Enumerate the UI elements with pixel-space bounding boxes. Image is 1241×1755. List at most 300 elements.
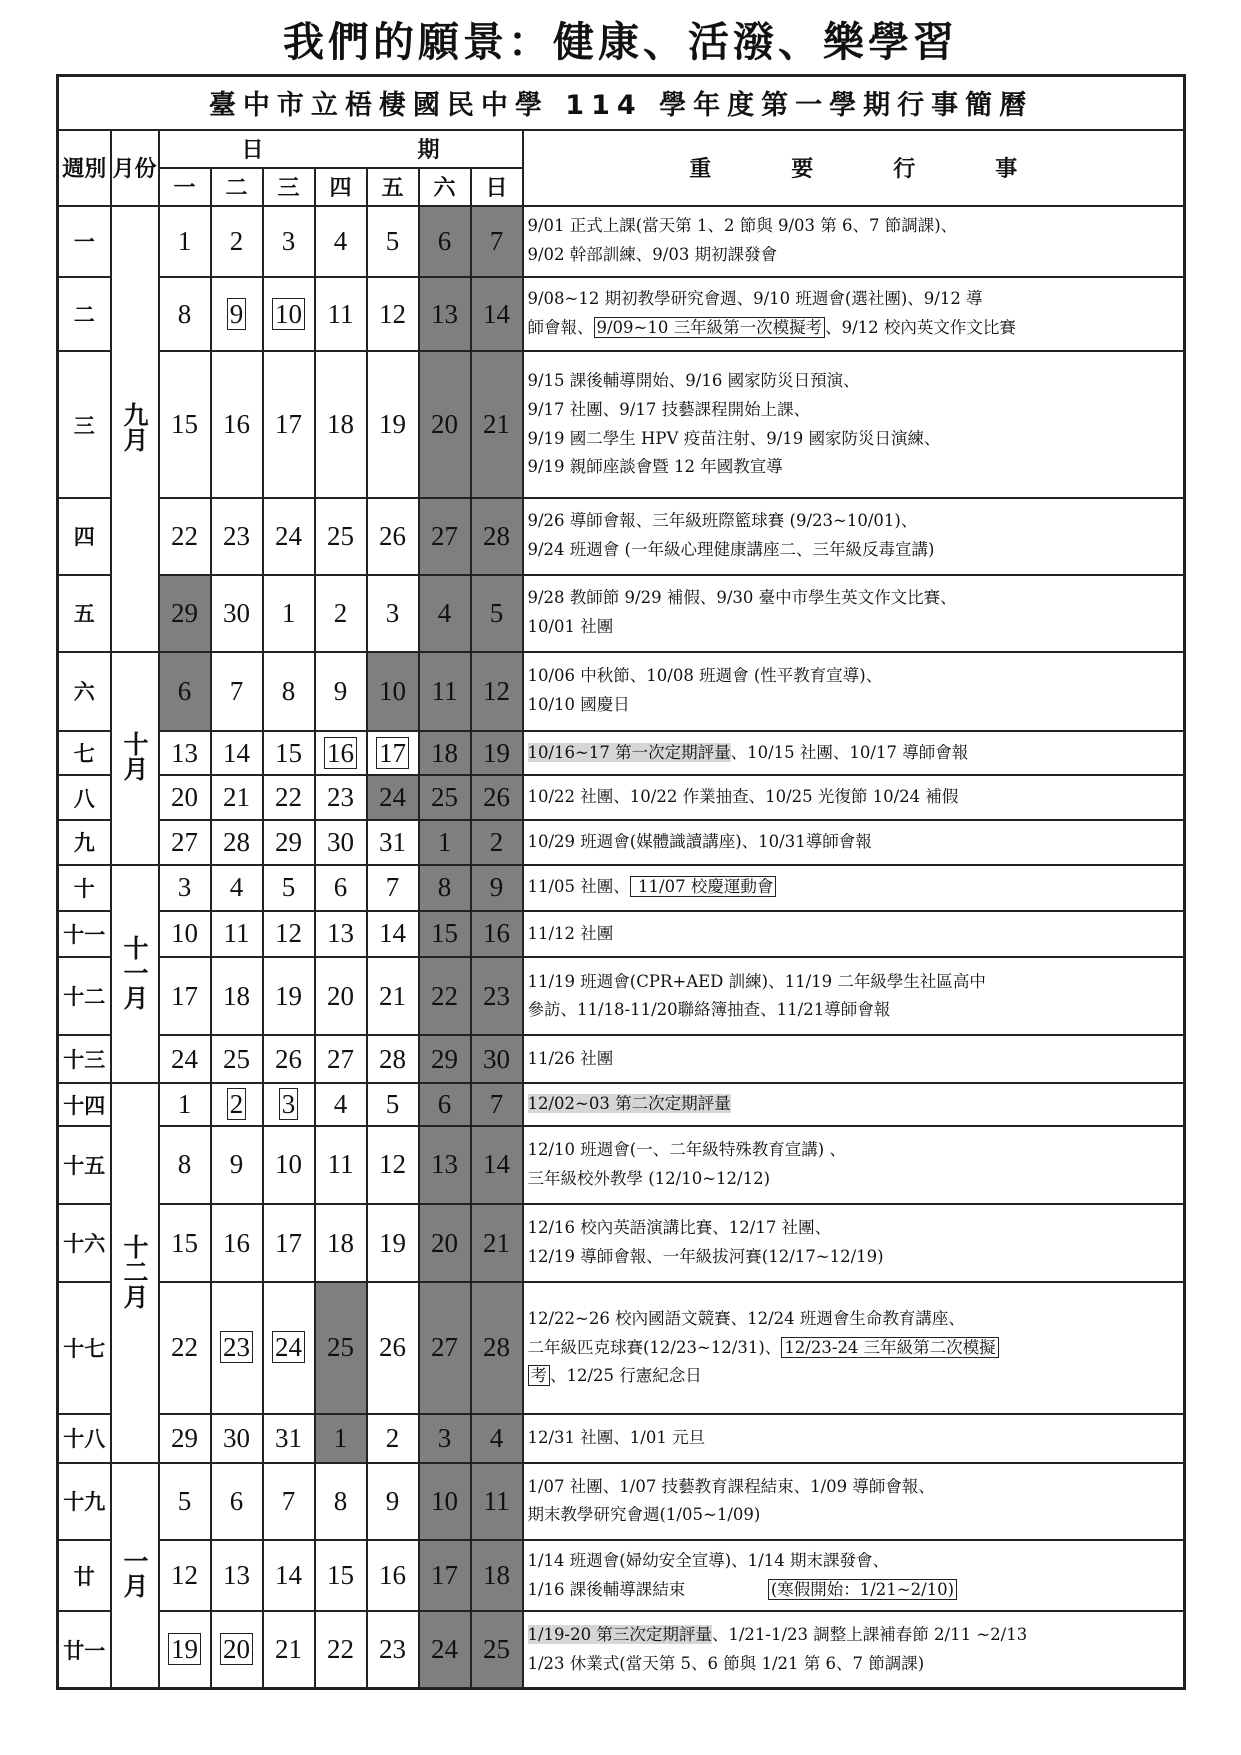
event-line xyxy=(528,1650,1180,1679)
date-cell: 6 xyxy=(315,865,367,911)
boxed-event: (寒假開始：1/21~2/10) xyxy=(768,1579,957,1600)
date-cell: 30 xyxy=(315,820,367,865)
event-text: 9/17 社團、9/17 技藝課程開始上課、 xyxy=(527,399,811,419)
date-cell: 2 xyxy=(211,206,263,277)
date-cell xyxy=(263,277,315,352)
event-cell xyxy=(523,957,1185,1035)
date-column-header: 日 期 xyxy=(159,130,523,168)
date-cell: 9 xyxy=(211,1126,263,1204)
date-cell: 15 xyxy=(263,731,315,776)
week-row xyxy=(58,1282,1185,1414)
date-cell: 12 xyxy=(263,911,315,958)
date-cell: 28 xyxy=(471,498,523,575)
week-row xyxy=(58,206,1185,277)
date-cell xyxy=(263,1083,315,1125)
week-row xyxy=(58,1611,1185,1688)
week-number: 三 xyxy=(58,351,111,497)
date-cell xyxy=(263,1282,315,1414)
date-cell: 24 xyxy=(367,775,419,820)
weekday-header-2: 三 xyxy=(263,168,315,206)
exam-date-marker: 9 xyxy=(227,298,247,330)
week-row xyxy=(58,575,1185,652)
date-cell: 15 xyxy=(159,1204,211,1282)
date-cell: 13 xyxy=(419,277,471,352)
week-number: 九 xyxy=(58,820,111,865)
week-row xyxy=(58,820,1185,865)
event-text: 9/19 國二學生 HPV 疫苗注射、9/19 國家防災日演練、 xyxy=(527,428,941,448)
event-line xyxy=(528,536,1180,565)
event-line xyxy=(528,1473,1180,1502)
date-cell: 10 xyxy=(159,911,211,958)
date-cell: 16 xyxy=(471,911,523,958)
month-label xyxy=(111,206,159,652)
event-text: 、9/12 校內英文作文比賽 xyxy=(825,318,1016,338)
event-line xyxy=(528,396,1180,425)
date-cell xyxy=(367,731,419,776)
week-row xyxy=(58,498,1185,575)
date-cell: 25 xyxy=(419,775,471,820)
week-number: 廿 xyxy=(58,1540,111,1611)
event-cell xyxy=(523,865,1185,911)
date-cell: 10 xyxy=(367,652,419,731)
date-cell: 5 xyxy=(471,575,523,652)
event-text: 9/19 親師座談會暨 12 年國教宣導 xyxy=(527,457,783,477)
date-cell: 27 xyxy=(419,498,471,575)
event-cell xyxy=(523,498,1185,575)
event-line xyxy=(528,873,1180,902)
month-label xyxy=(111,652,159,865)
date-cell: 18 xyxy=(211,957,263,1035)
date-cell: 30 xyxy=(211,575,263,652)
date-cell: 29 xyxy=(159,1414,211,1463)
date-cell: 20 xyxy=(419,351,471,497)
event-cell xyxy=(523,1414,1185,1463)
event-text: 11/05 社團、 xyxy=(527,877,630,897)
week-row xyxy=(58,1035,1185,1083)
date-cell: 1 xyxy=(159,1083,211,1125)
event-line xyxy=(528,662,1180,691)
date-cell: 17 xyxy=(159,957,211,1035)
date-cell: 16 xyxy=(367,1540,419,1611)
week-number: 十三 xyxy=(58,1035,111,1083)
week-row xyxy=(58,775,1185,820)
week-column-header: 週別 xyxy=(58,130,111,206)
date-cell: 11 xyxy=(211,911,263,958)
date-cell: 13 xyxy=(211,1540,263,1611)
event-text: 、10/15 社團、10/17 導師會報 xyxy=(730,742,969,762)
date-cell xyxy=(159,1611,211,1688)
date-cell: 18 xyxy=(419,731,471,776)
event-line xyxy=(528,1165,1180,1194)
date-cell: 18 xyxy=(315,351,367,497)
date-cell: 20 xyxy=(419,1204,471,1282)
weekday-header-5: 六 xyxy=(419,168,471,206)
event-text: 10/29 班週會(媒體識讀講座)、10/31導師會報 xyxy=(527,832,872,851)
date-cell: 9 xyxy=(471,865,523,911)
date-cell: 5 xyxy=(263,865,315,911)
event-line xyxy=(528,425,1180,454)
event-text: 9/24 班週會 (一年級心理健康講座二、三年級反毒宣講) xyxy=(527,540,935,560)
date-cell: 12 xyxy=(367,1126,419,1204)
date-cell: 1 xyxy=(419,820,471,865)
date-cell: 27 xyxy=(159,820,211,865)
date-cell: 25 xyxy=(211,1035,263,1083)
date-cell: 4 xyxy=(211,865,263,911)
date-cell: 8 xyxy=(263,652,315,731)
event-line xyxy=(528,584,1180,613)
event-cell xyxy=(523,1035,1185,1083)
date-cell: 12 xyxy=(367,277,419,352)
event-line xyxy=(528,367,1180,396)
event-text: 12/19 導師會報、一年級拔河賽(12/17~12/19) xyxy=(527,1247,884,1267)
date-cell: 6 xyxy=(419,1083,471,1125)
exam-highlight: 1/19-20 第三次定期評量 xyxy=(527,1624,712,1644)
date-cell: 8 xyxy=(159,1126,211,1204)
date-cell: 4 xyxy=(315,1083,367,1125)
event-text: 12/31 社團、1/01 元旦 xyxy=(527,1427,706,1447)
date-cell: 31 xyxy=(263,1414,315,1463)
event-text: 9/15 課後輔導開始、9/16 國家防災日預演、 xyxy=(527,370,860,390)
date-cell: 26 xyxy=(263,1035,315,1083)
event-cell xyxy=(523,652,1185,731)
date-cell: 23 xyxy=(471,957,523,1035)
week-number: 五 xyxy=(58,575,111,652)
event-text: 9/28 教師節 9/29 補假、9/30 臺中市學生英文作文比賽、 xyxy=(527,588,957,608)
date-cell: 8 xyxy=(419,865,471,911)
exam-date-marker: 3 xyxy=(279,1088,299,1120)
week-row xyxy=(58,1083,1185,1125)
event-line xyxy=(528,1305,1180,1334)
event-text: 12/16 校內英語演講比賽、12/17 社團、 xyxy=(527,1218,832,1238)
weekday-header-6: 日 xyxy=(471,168,523,206)
event-line xyxy=(528,1621,1180,1650)
date-cell: 29 xyxy=(419,1035,471,1083)
date-cell: 29 xyxy=(263,820,315,865)
date-cell: 7 xyxy=(263,1463,315,1540)
date-cell: 19 xyxy=(367,351,419,497)
event-line xyxy=(528,453,1180,482)
date-cell: 22 xyxy=(159,498,211,575)
event-cell xyxy=(523,1083,1185,1125)
exam-date-marker: 16 xyxy=(324,737,357,769)
date-cell: 21 xyxy=(263,1611,315,1688)
exam-date-marker: 10 xyxy=(272,298,305,330)
event-text: 10/06 中秋節、10/08 班週會 (性平教育宣導)、 xyxy=(527,666,883,686)
slogan-title: 我們的願景：健康、活潑、樂學習 xyxy=(283,18,958,66)
event-text: 9/08~12 期初教學研究會週、9/10 班週會(選社團)、9/12 導 xyxy=(527,289,983,309)
date-cell: 5 xyxy=(367,206,419,277)
date-cell: 2 xyxy=(471,820,523,865)
event-text: 11/19 班週會(CPR+AED 訓練)、11/19 二年級學生社區高中 xyxy=(527,971,986,991)
date-cell: 12 xyxy=(159,1540,211,1611)
week-number: 十 xyxy=(58,865,111,911)
week-row xyxy=(58,911,1185,958)
event-cell xyxy=(523,351,1185,497)
date-cell: 5 xyxy=(367,1083,419,1125)
week-row xyxy=(58,731,1185,776)
date-cell: 17 xyxy=(263,351,315,497)
date-cell: 27 xyxy=(419,1282,471,1414)
date-cell: 1 xyxy=(315,1414,367,1463)
event-cell xyxy=(523,731,1185,776)
week-number: 六 xyxy=(58,652,111,731)
date-cell: 23 xyxy=(367,1611,419,1688)
date-cell: 16 xyxy=(211,351,263,497)
week-number: 十二 xyxy=(58,957,111,1035)
month-label-text: 一月 xyxy=(120,1548,149,1599)
week-number: 十九 xyxy=(58,1463,111,1540)
event-line xyxy=(528,996,1180,1025)
event-line xyxy=(528,613,1180,642)
event-line xyxy=(528,507,1180,536)
event-cell xyxy=(523,1126,1185,1204)
event-text: 10/22 社團、10/22 作業抽查、10/25 光復節 10/24 補假 xyxy=(527,787,959,807)
month-label-text: 十月 xyxy=(120,731,149,782)
events-column-header: 重要行事 xyxy=(523,130,1185,206)
event-line xyxy=(528,1136,1180,1165)
week-row xyxy=(58,1463,1185,1540)
event-cell xyxy=(523,820,1185,865)
weekday-header-1: 二 xyxy=(211,168,263,206)
event-cell xyxy=(523,206,1185,277)
event-text: 1/23 休業式(當天第 5、6 節與 1/21 第 6、7 節調課) xyxy=(527,1653,925,1673)
event-line xyxy=(528,1576,1180,1605)
week-number: 十六 xyxy=(58,1204,111,1282)
date-cell: 18 xyxy=(315,1204,367,1282)
week-number: 一 xyxy=(58,206,111,277)
date-cell: 14 xyxy=(471,277,523,352)
date-cell: 14 xyxy=(263,1540,315,1611)
date-cell: 28 xyxy=(211,820,263,865)
date-cell: 7 xyxy=(367,865,419,911)
date-cell: 13 xyxy=(419,1126,471,1204)
month-label-text: 十一月 xyxy=(120,934,149,1010)
exam-highlight: 10/16~17 第一次定期評量 xyxy=(527,742,731,762)
date-cell: 6 xyxy=(211,1463,263,1540)
event-line xyxy=(528,285,1180,314)
event-text: 二年級匹克球賽(12/23~12/31)、 xyxy=(527,1337,782,1357)
week-row xyxy=(58,957,1185,1035)
event-cell xyxy=(523,775,1185,820)
event-text: 11/12 社團 xyxy=(527,923,614,943)
event-line xyxy=(528,1045,1180,1074)
event-line xyxy=(528,1424,1180,1453)
event-line xyxy=(528,1362,1180,1391)
week-number: 十五 xyxy=(58,1126,111,1204)
event-text: 9/01 正式上課(當天第 1、2 節與 9/03 第 6、7 節調課)、 xyxy=(527,216,958,236)
week-number: 十一 xyxy=(58,911,111,958)
week-number: 四 xyxy=(58,498,111,575)
boxed-event: 9/09~10 三年級第一次模擬考 xyxy=(594,317,826,338)
date-cell: 27 xyxy=(315,1035,367,1083)
date-cell: 3 xyxy=(159,865,211,911)
event-line xyxy=(528,920,1180,949)
date-cell: 21 xyxy=(471,1204,523,1282)
event-cell xyxy=(523,911,1185,958)
date-cell: 22 xyxy=(263,775,315,820)
date-cell: 7 xyxy=(471,206,523,277)
event-text: 參訪、11/18-11/20聯絡簿抽查、11/21導師會報 xyxy=(527,1000,891,1020)
date-cell: 22 xyxy=(315,1611,367,1688)
date-cell: 2 xyxy=(367,1414,419,1463)
event-text: 10/10 國慶日 xyxy=(527,695,630,715)
week-row xyxy=(58,277,1185,352)
date-cell xyxy=(211,1282,263,1414)
weekday-header-4: 五 xyxy=(367,168,419,206)
event-text: 、12/25 行憲紀念日 xyxy=(550,1366,702,1386)
date-cell: 25 xyxy=(315,1282,367,1414)
date-cell: 16 xyxy=(211,1204,263,1282)
date-cell: 3 xyxy=(419,1414,471,1463)
month-label-text: 十二月 xyxy=(120,1233,149,1309)
event-text: 1/07 社團、1/07 技藝教育課程結束、1/09 導師會報、 xyxy=(527,1476,935,1496)
event-text: 11/26 社團 xyxy=(527,1049,614,1069)
date-cell: 11 xyxy=(471,1463,523,1540)
event-line xyxy=(528,212,1180,241)
date-cell: 30 xyxy=(471,1035,523,1083)
exam-date-marker: 20 xyxy=(220,1633,253,1665)
date-cell: 15 xyxy=(315,1540,367,1611)
date-cell: 1 xyxy=(159,206,211,277)
date-cell: 28 xyxy=(471,1282,523,1414)
date-cell: 24 xyxy=(263,498,315,575)
date-cell: 22 xyxy=(419,957,471,1035)
week-row xyxy=(58,1540,1185,1611)
date-cell: 19 xyxy=(263,957,315,1035)
week-number: 廿一 xyxy=(58,1611,111,1688)
week-number: 八 xyxy=(58,775,111,820)
event-line xyxy=(528,1214,1180,1243)
date-cell: 14 xyxy=(211,731,263,776)
event-line xyxy=(528,241,1180,270)
event-text: 1/16 課後輔導課結束 xyxy=(527,1579,768,1599)
exam-date-marker: 19 xyxy=(168,1633,201,1665)
week-row xyxy=(58,1204,1185,1282)
month-column-header: 月份 xyxy=(111,130,159,206)
date-cell: 11 xyxy=(315,1126,367,1204)
date-cell: 1 xyxy=(263,575,315,652)
date-cell: 22 xyxy=(159,1282,211,1414)
week-row xyxy=(58,1126,1185,1204)
week-number: 十七 xyxy=(58,1282,111,1414)
date-cell: 5 xyxy=(159,1463,211,1540)
exam-date-marker: 23 xyxy=(220,1331,253,1363)
week-number: 十四 xyxy=(58,1083,111,1125)
date-cell: 23 xyxy=(211,498,263,575)
event-line xyxy=(528,739,1180,768)
date-cell: 10 xyxy=(263,1126,315,1204)
date-cell: 25 xyxy=(315,498,367,575)
date-cell: 21 xyxy=(211,775,263,820)
date-cell: 14 xyxy=(471,1126,523,1204)
event-text: 、1/21-1/23 調整上課補春節 2/11 ~2/13 xyxy=(711,1624,1028,1644)
event-text: 三年級校外教學 (12/10~12/12) xyxy=(527,1168,771,1188)
date-cell: 30 xyxy=(211,1414,263,1463)
calendar-title: 臺中市立梧棲國民中學 114 學年度第一學期行事簡曆 xyxy=(58,76,1185,130)
date-cell: 18 xyxy=(471,1540,523,1611)
date-cell: 8 xyxy=(315,1463,367,1540)
date-cell: 20 xyxy=(159,775,211,820)
date-cell: 23 xyxy=(315,775,367,820)
event-text: 期末教學研究會週(1/05~1/09) xyxy=(527,1505,761,1525)
date-cell: 15 xyxy=(419,911,471,958)
week-row xyxy=(58,652,1185,731)
date-cell: 25 xyxy=(471,1611,523,1688)
weekday-header-0: 一 xyxy=(159,168,211,206)
date-cell: 26 xyxy=(367,1282,419,1414)
date-cell: 11 xyxy=(315,277,367,352)
date-cell: 31 xyxy=(367,820,419,865)
exam-highlight: 12/02~03 第二次定期評量 xyxy=(527,1094,731,1114)
boxed-event: 11/07 校慶運動會 xyxy=(630,876,777,897)
date-cell: 3 xyxy=(263,206,315,277)
date-cell: 19 xyxy=(471,731,523,776)
month-label xyxy=(111,1463,159,1689)
event-line xyxy=(528,1090,1180,1119)
date-cell xyxy=(211,1083,263,1125)
boxed-event: 12/23-24 三年級第二次模擬 xyxy=(781,1337,998,1358)
event-line xyxy=(528,968,1180,997)
date-cell: 9 xyxy=(367,1463,419,1540)
week-row xyxy=(58,865,1185,911)
week-row xyxy=(58,351,1185,497)
date-cell: 8 xyxy=(159,277,211,352)
date-cell: 21 xyxy=(367,957,419,1035)
event-text: 12/10 班週會(一、二年級特殊教育宣講) 、 xyxy=(527,1140,846,1160)
event-text: 10/01 社團 xyxy=(527,617,614,637)
date-cell: 17 xyxy=(419,1540,471,1611)
date-cell: 13 xyxy=(315,911,367,958)
date-cell: 6 xyxy=(419,206,471,277)
event-line xyxy=(528,1501,1180,1530)
date-cell: 4 xyxy=(315,206,367,277)
date-cell: 19 xyxy=(367,1204,419,1282)
event-line xyxy=(528,1334,1180,1363)
date-cell: 9 xyxy=(315,652,367,731)
event-line xyxy=(528,691,1180,720)
date-cell: 26 xyxy=(367,498,419,575)
event-cell xyxy=(523,1463,1185,1540)
event-line xyxy=(528,314,1180,343)
event-cell xyxy=(523,277,1185,352)
date-cell: 13 xyxy=(159,731,211,776)
date-cell: 17 xyxy=(263,1204,315,1282)
date-cell: 26 xyxy=(471,775,523,820)
date-cell: 29 xyxy=(159,575,211,652)
month-label xyxy=(111,865,159,1084)
date-cell: 24 xyxy=(419,1611,471,1688)
date-cell: 7 xyxy=(211,652,263,731)
date-cell: 15 xyxy=(159,351,211,497)
month-label xyxy=(111,1083,159,1462)
event-text: 師會報、 xyxy=(527,318,594,338)
date-cell: 10 xyxy=(419,1463,471,1540)
month-label-text: 九月 xyxy=(120,401,149,452)
date-cell xyxy=(211,1611,263,1688)
event-line xyxy=(528,828,1180,857)
date-cell: 20 xyxy=(315,957,367,1035)
exam-date-marker: 2 xyxy=(227,1088,247,1120)
date-cell: 3 xyxy=(367,575,419,652)
boxed-event: 考 xyxy=(528,1365,551,1386)
event-cell xyxy=(523,1282,1185,1414)
date-cell xyxy=(211,277,263,352)
date-cell: 6 xyxy=(159,652,211,731)
event-cell xyxy=(523,575,1185,652)
date-cell: 2 xyxy=(315,575,367,652)
weekday-header-3: 四 xyxy=(315,168,367,206)
date-cell: 7 xyxy=(471,1083,523,1125)
